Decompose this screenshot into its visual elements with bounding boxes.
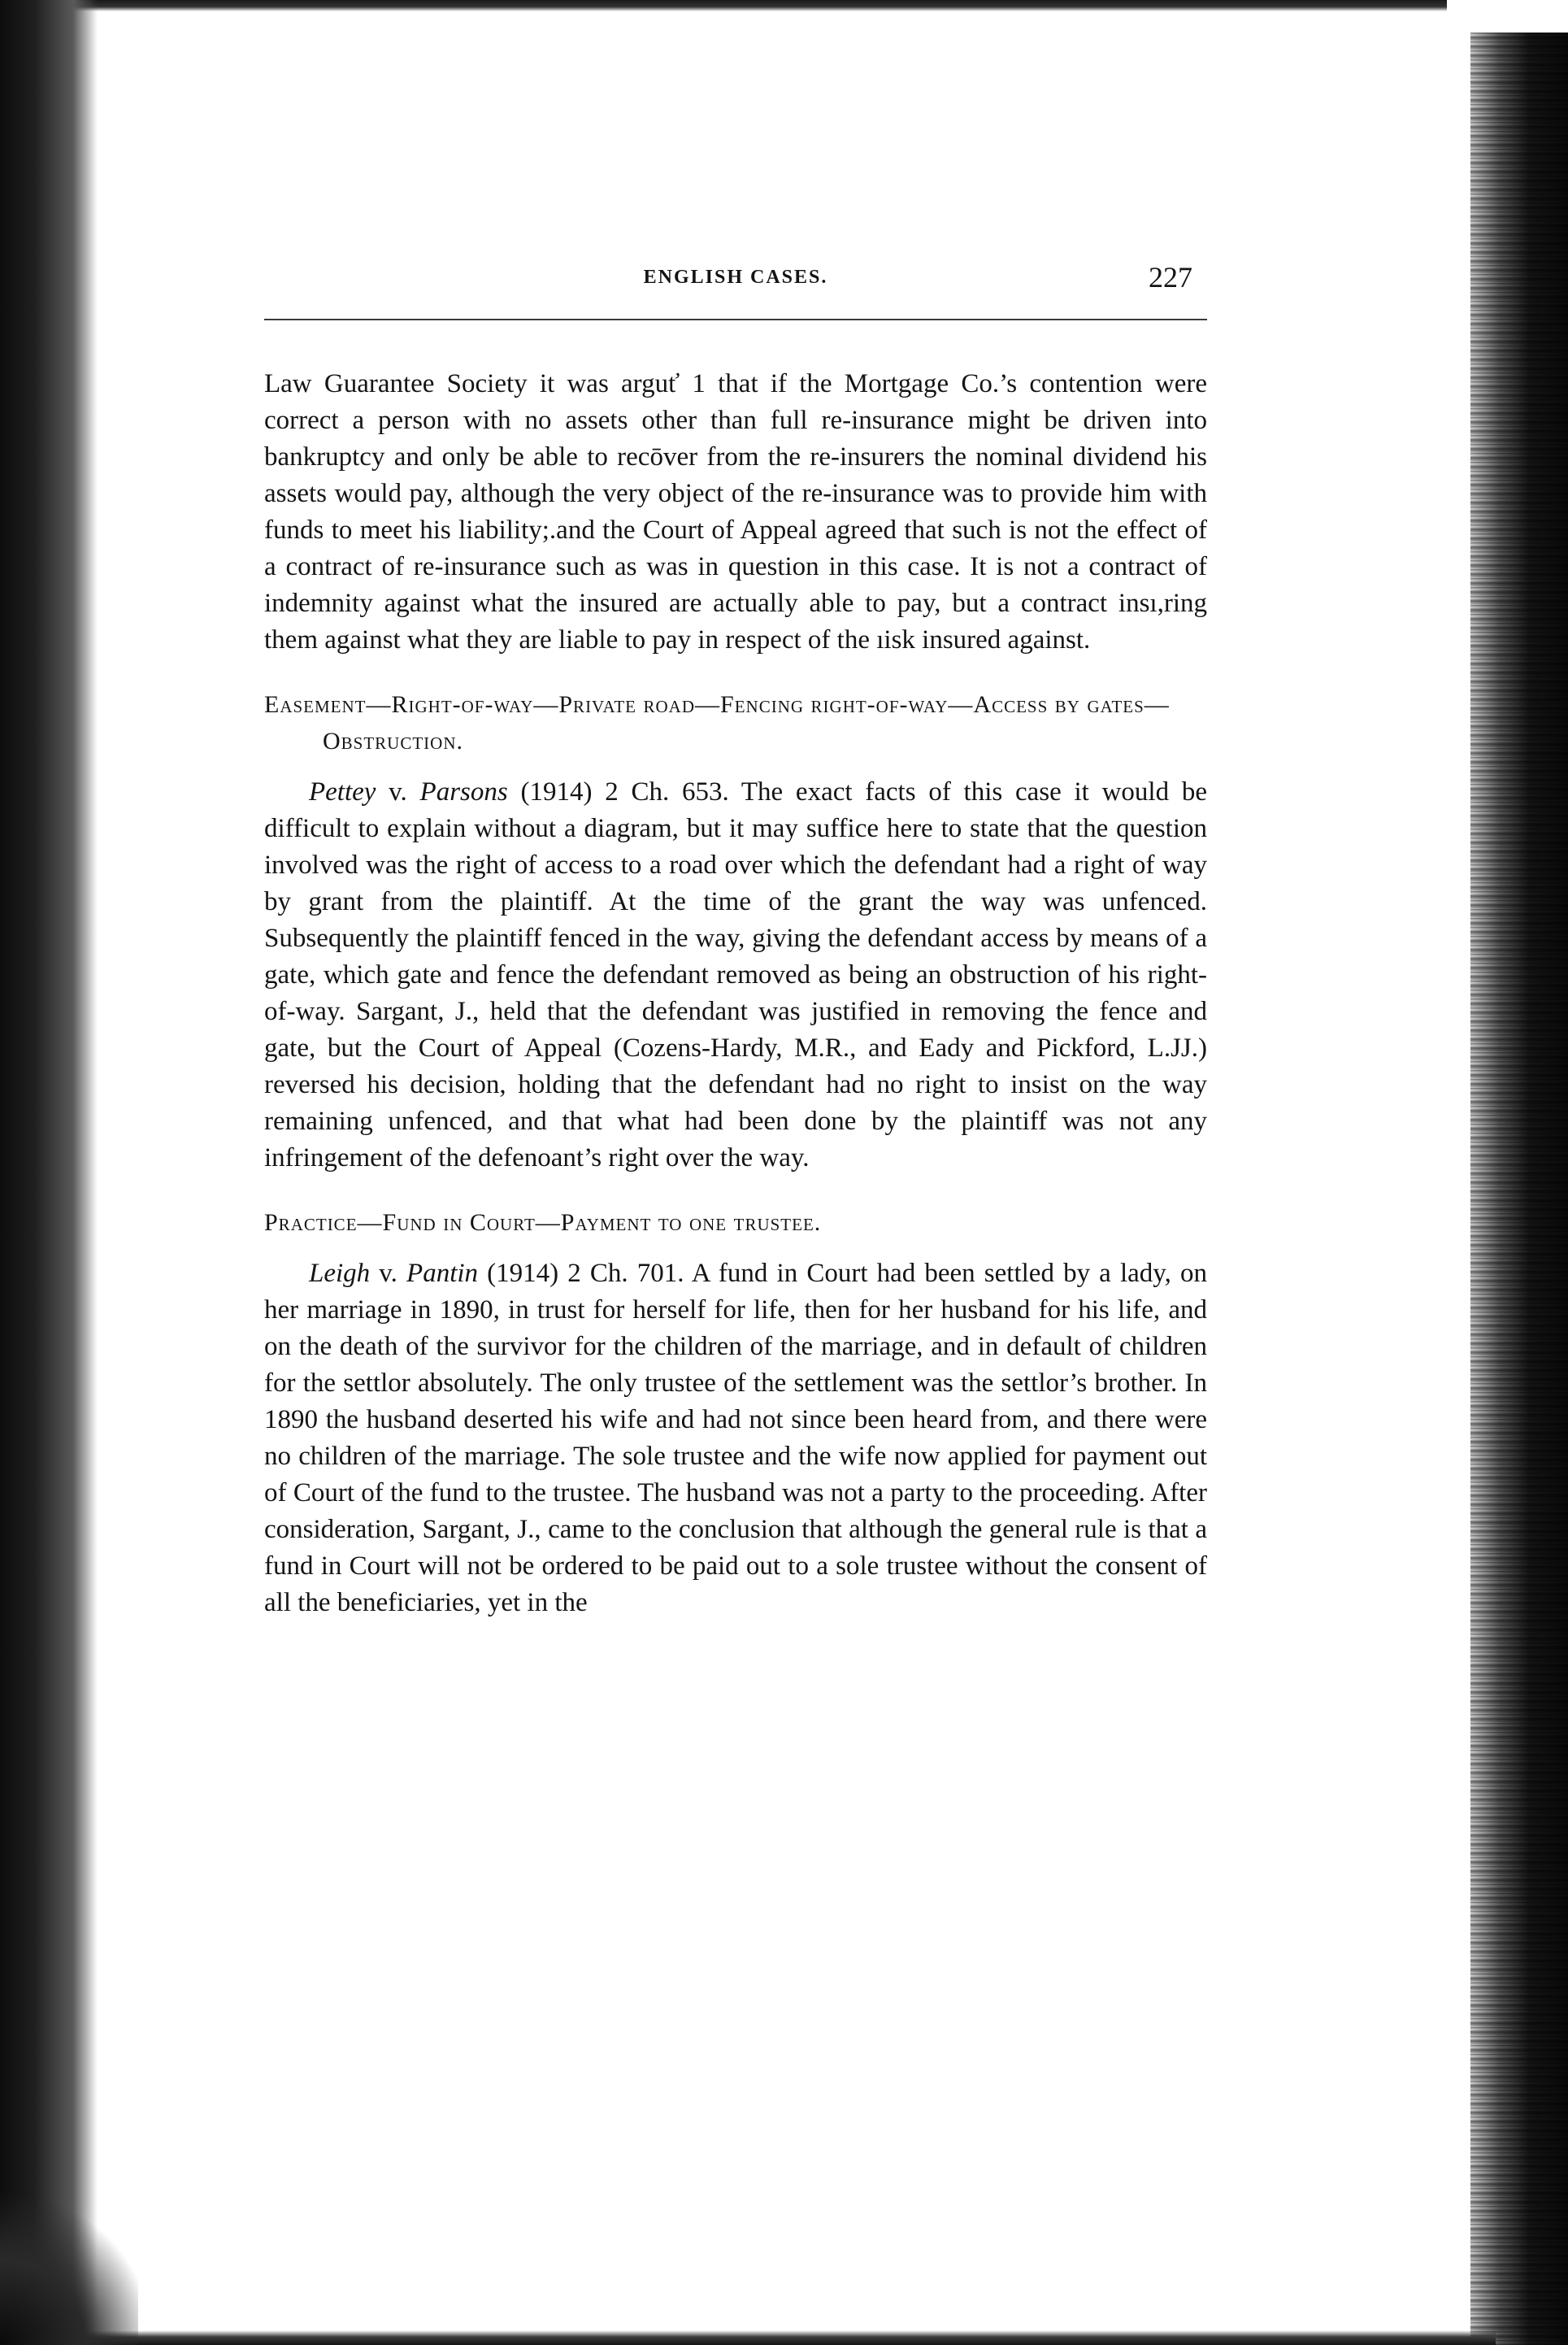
paragraph-pettey-v-parsons bbox=[264, 774, 1207, 1177]
paragraph-text: (1914) 2 Ch. 701. A fund in Court had been settled by a lady, on her marriage in 1890, in trust for herself for life, then for her husband for his life, and on the death of the survivor for the children of the marriage, and in default of children for the settlor absolutely. The only trustee of the settlement was the settlor’s brother. In 1890 the husband deserted his wife and had not since been heard from, and there were no children of the marriage. The sole trustee and the wife now applied for payment out of Court of the fund to the trustee. The husband was not a party to the proceeding. After consideration, Sargant, J., came to the conclusion that although the general rule is that a fund in Court will not be ordered to be paid out to a sole trustee without the consent of all the beneficiaries, yet in the bbox=[264, 1259, 1207, 1617]
paragraph-text: (1914) 2 Ch. 653. The exact facts of this case it would be difficult to explain without a diagram, but it may suffice here to state that the question involved was the right of access to a road over which the defendant had a right of way by grant from the plaintiff. At the time of the grant the way was unfenced. Subsequently the plaintiff fenced in the way, giving the defendant access by means of a gate, which gate and fence the defendant removed as being an obstruction of his right-of-way. Sargant, J., held that the defendant was justified in removing the fence and gate, but the Court of Appeal (Cozens-Hardy, M.R., and Eady and Pickford, L.JJ.) reversed his decision, holding that the defendant had no right to insist on the way remaining unfenced, and that what had been done by the plaintiff was not any infringement of the defenoant’s right over the way. bbox=[264, 777, 1207, 1172]
case-party-1: Pettey bbox=[309, 777, 376, 807]
scan-edge-top bbox=[49, 0, 1447, 11]
case-versus: v. bbox=[370, 1259, 407, 1288]
paragraph-continuation: Law Guarantee Society it was arguť 1 that if the Mortgage Co.’s contention were correct a person with no assets other than full re-insurance might be driven into bankruptcy and only be able to recōver from the re-insurers the nominal dividend his assets would pay, although the very object of the re-insurance was to provide him with funds to meet his liability;.and the Court of Appeal agreed that such is not the effect of a contract of re-insurance such as was in question in this case. It is not a contract of indemnity against what the insured are actually able to pay, but a contract insı,ring them against what they are liable to pay in respect of the ıisk insured against. bbox=[264, 369, 1207, 655]
page-number: 227 bbox=[1149, 261, 1192, 294]
scan-edge-bottom bbox=[65, 2330, 1496, 2345]
running-head: ENGLISH CASES. bbox=[643, 267, 828, 288]
page-header bbox=[264, 260, 1207, 306]
header-rule bbox=[264, 319, 1207, 320]
scan-edge-left bbox=[0, 0, 98, 2345]
case-party-2: Parsons bbox=[419, 777, 508, 807]
paragraph-leigh-v-pantin bbox=[264, 1255, 1207, 1621]
case-versus: v. bbox=[376, 777, 420, 807]
section-heading-practice: Practice—Fund in Court—Payment to one trustee. bbox=[264, 1209, 822, 1236]
scan-corner bbox=[0, 2182, 138, 2345]
book-page bbox=[264, 260, 1207, 1617]
section-heading-easement: Easement—Right-of-way—Private road—Fencing right-of-way—Access by gates—Obstruction. bbox=[264, 691, 1170, 755]
scan-edge-right bbox=[1470, 33, 1568, 2345]
page-body bbox=[264, 366, 1207, 1621]
case-party-1: Leigh bbox=[309, 1259, 371, 1288]
case-party-2: Pantin bbox=[406, 1259, 479, 1288]
